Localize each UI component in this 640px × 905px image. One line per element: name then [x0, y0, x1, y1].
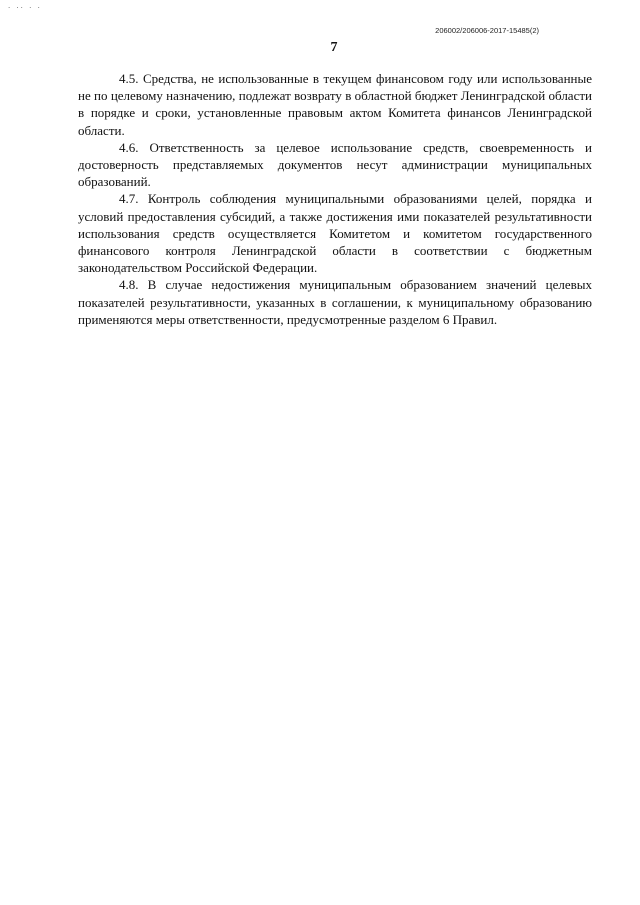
- paragraph-4-6: [78, 139, 592, 191]
- paragraph-4-8: [78, 276, 592, 328]
- document-body: [78, 70, 592, 328]
- page-number: 7: [330, 40, 338, 55]
- paragraph-text: Контроль соблюдения муниципальными образованиями целей, порядка и условий предоставления субсидий, а также достижения ими показателей результативности использования средств осуществляется Комитетом и комитетом государственного финансового контроля Ленинградской области в соответствии с бюджетным законодательством Российской Федерации.: [78, 191, 592, 276]
- paragraph-text: В случае недостижения муниципальным образованием значений целевых показателей результативности, указанных в соглашении, к муниципальному образованию применяются меры ответственности, предусмотренные разделом 6 Правил.: [78, 277, 592, 327]
- document-registration-code: 206002/206006-2017-15485(2): [435, 26, 539, 35]
- paragraph-text: Средства, не использованные в текущем финансовом году или использованные не по целевому назначению, подлежат возврату в областной бюджет Ленинградской области в порядке и сроки, установленные правовым актом Комитета финансов Ленинградской области.: [78, 71, 592, 138]
- paragraph-text: Ответственность за целевое использование средств, своевременность и достоверность представляемых документов несут администрации муниципальных образований.: [78, 139, 593, 190]
- paragraph-number: 4.8.: [119, 277, 139, 293]
- paragraph-4-7: [78, 190, 592, 276]
- corner-scan-marks: · ·· · ·: [8, 4, 42, 12]
- paragraph-4-5: [78, 70, 592, 139]
- paragraph-number: 4.5.: [119, 71, 139, 86]
- paragraph-number: 4.7.: [119, 191, 139, 207]
- paragraph-number: 4.6.: [119, 139, 139, 155]
